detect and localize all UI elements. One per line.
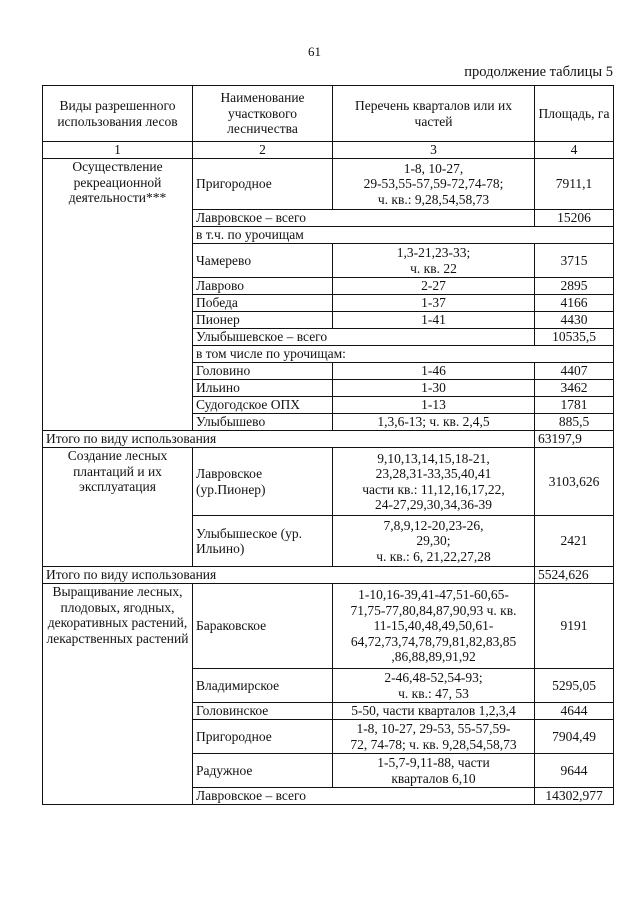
total-row xyxy=(43,431,614,448)
area-cell: 1781 xyxy=(535,397,614,414)
forestry-cell: Бараковское xyxy=(193,584,333,669)
use-type-cell: Создание лесных плантаций и их эксплуатация xyxy=(43,448,193,567)
header-forestry: Наименование участкового лесничества xyxy=(193,86,333,142)
forestry-cell: Улыбышеское (ур. Ильино) xyxy=(193,516,333,567)
quarters-cell: 7,8,9,12-20,23-26, 29,30; ч. кв.: 6, 21,22,27,28 xyxy=(333,516,535,567)
quarters-cell: 1-10,16-39,41-47,51-60,65- 71,75-77,80,84,87,90,93 ч. кв. 11-15,40,48,49,50,61- 64,72,73,74,78,79,81,82,83,85 ,86,88,89,91,92 xyxy=(333,584,535,669)
forestry-cell: Чамерево xyxy=(193,244,333,278)
header-row xyxy=(43,86,614,142)
area-cell: 7904,49 xyxy=(535,720,614,754)
area-cell: 9644 xyxy=(535,754,614,788)
forestry-cell: Пригородное xyxy=(193,159,333,210)
area-cell: 15206 xyxy=(535,210,614,227)
forestry-cell: Ильино xyxy=(193,380,333,397)
forestry-cell: Пионер xyxy=(193,312,333,329)
quarters-cell: 1-37 xyxy=(333,295,535,312)
area-cell: 885,5 xyxy=(535,414,614,431)
use-type-cell: Выращивание лесных, плодовых, ягодных, декоративных растений, лекарственных растений xyxy=(43,584,193,805)
forest-use-table xyxy=(42,85,614,805)
page-number: 61 xyxy=(308,44,321,59)
quarters-cell: 1-30 xyxy=(333,380,535,397)
area-cell: 4430 xyxy=(535,312,614,329)
forestry-cell: Судогодское ОПХ xyxy=(193,397,333,414)
table-row xyxy=(43,448,614,516)
forestry-cell: Пригородное xyxy=(193,720,333,754)
forestry-cell: Улыбышево xyxy=(193,414,333,431)
forestry-total-label: Улыбышевское – всего xyxy=(193,329,535,346)
area-cell: 2895 xyxy=(535,278,614,295)
subsection-label: в т.ч. по урочищам xyxy=(193,227,614,244)
table-body xyxy=(43,159,614,805)
forestry-total-label: Лавровское – всего xyxy=(193,210,535,227)
column-number: 1 xyxy=(43,142,193,159)
area-cell: 10535,5 xyxy=(535,329,614,346)
forestry-cell: Победа xyxy=(193,295,333,312)
quarters-cell: 1-13 xyxy=(333,397,535,414)
quarters-cell: 2-46,48-52,54-93; ч. кв.: 47, 53 xyxy=(333,669,535,703)
table-row xyxy=(43,584,614,669)
quarters-cell: 1-46 xyxy=(333,363,535,380)
area-cell: 4644 xyxy=(535,703,614,720)
forestry-cell: Головинское xyxy=(193,703,333,720)
table-continuation-caption: продолжение таблицы 5 xyxy=(464,64,613,80)
area-cell: 2421 xyxy=(535,516,614,567)
quarters-cell: 1-5,7-9,11-88, части кварталов 6,10 xyxy=(333,754,535,788)
header-use-type: Виды разрешенного использования лесов xyxy=(43,86,193,142)
header-area: Площадь, га xyxy=(535,86,614,142)
quarters-cell: 1-8, 10-27, 29-53,55-57,59-72,74-78; ч. кв.: 9,28,54,58,73 xyxy=(333,159,535,210)
area-cell: 3103,626 xyxy=(535,448,614,516)
area-cell: 5295,05 xyxy=(535,669,614,703)
table-row xyxy=(43,159,614,210)
quarters-cell: 5-50, части кварталов 1,2,3,4 xyxy=(333,703,535,720)
total-area: 5524,626 xyxy=(535,567,614,584)
forestry-cell: Лавровское (ур.Пионер) xyxy=(193,448,333,516)
total-row xyxy=(43,567,614,584)
subsection-label: в том числе по урочищам: xyxy=(193,346,614,363)
area-cell: 4166 xyxy=(535,295,614,312)
use-type-cell: Осуществление рекреационной деятельности*** xyxy=(43,159,193,431)
area-cell: 14302,977 xyxy=(535,788,614,805)
quarters-cell: 9,10,13,14,15,18-21, 23,28,31-33,35,40,41 части кв.: 11,12,16,17,22, 24-27,29,30,34,36-39 xyxy=(333,448,535,516)
forestry-cell: Головино xyxy=(193,363,333,380)
forestry-cell: Лаврово xyxy=(193,278,333,295)
quarters-cell: 2-27 xyxy=(333,278,535,295)
quarters-cell: 1-8, 10-27, 29-53, 55-57,59- 72, 74-78; ч. кв. 9,28,54,58,73 xyxy=(333,720,535,754)
total-area: 63197,9 xyxy=(535,431,614,448)
area-cell: 4407 xyxy=(535,363,614,380)
quarters-cell: 1-41 xyxy=(333,312,535,329)
quarters-cell: 1,3,6-13; ч. кв. 2,4,5 xyxy=(333,414,535,431)
area-cell: 3462 xyxy=(535,380,614,397)
area-cell: 3715 xyxy=(535,244,614,278)
quarters-cell: 1,3-21,23-33; ч. кв. 22 xyxy=(333,244,535,278)
column-number: 4 xyxy=(535,142,614,159)
total-label: Итого по виду использования xyxy=(43,431,535,448)
area-cell: 7911,1 xyxy=(535,159,614,210)
forestry-total-label: Лавровское – всего xyxy=(193,788,535,805)
header-quarters: Перечень кварталов или их частей xyxy=(333,86,535,142)
total-label: Итого по виду использования xyxy=(43,567,535,584)
column-number: 3 xyxy=(333,142,535,159)
column-number-row xyxy=(43,142,614,159)
forestry-cell: Радужное xyxy=(193,754,333,788)
forestry-cell: Владимирское xyxy=(193,669,333,703)
column-number: 2 xyxy=(193,142,333,159)
area-cell: 9191 xyxy=(535,584,614,669)
